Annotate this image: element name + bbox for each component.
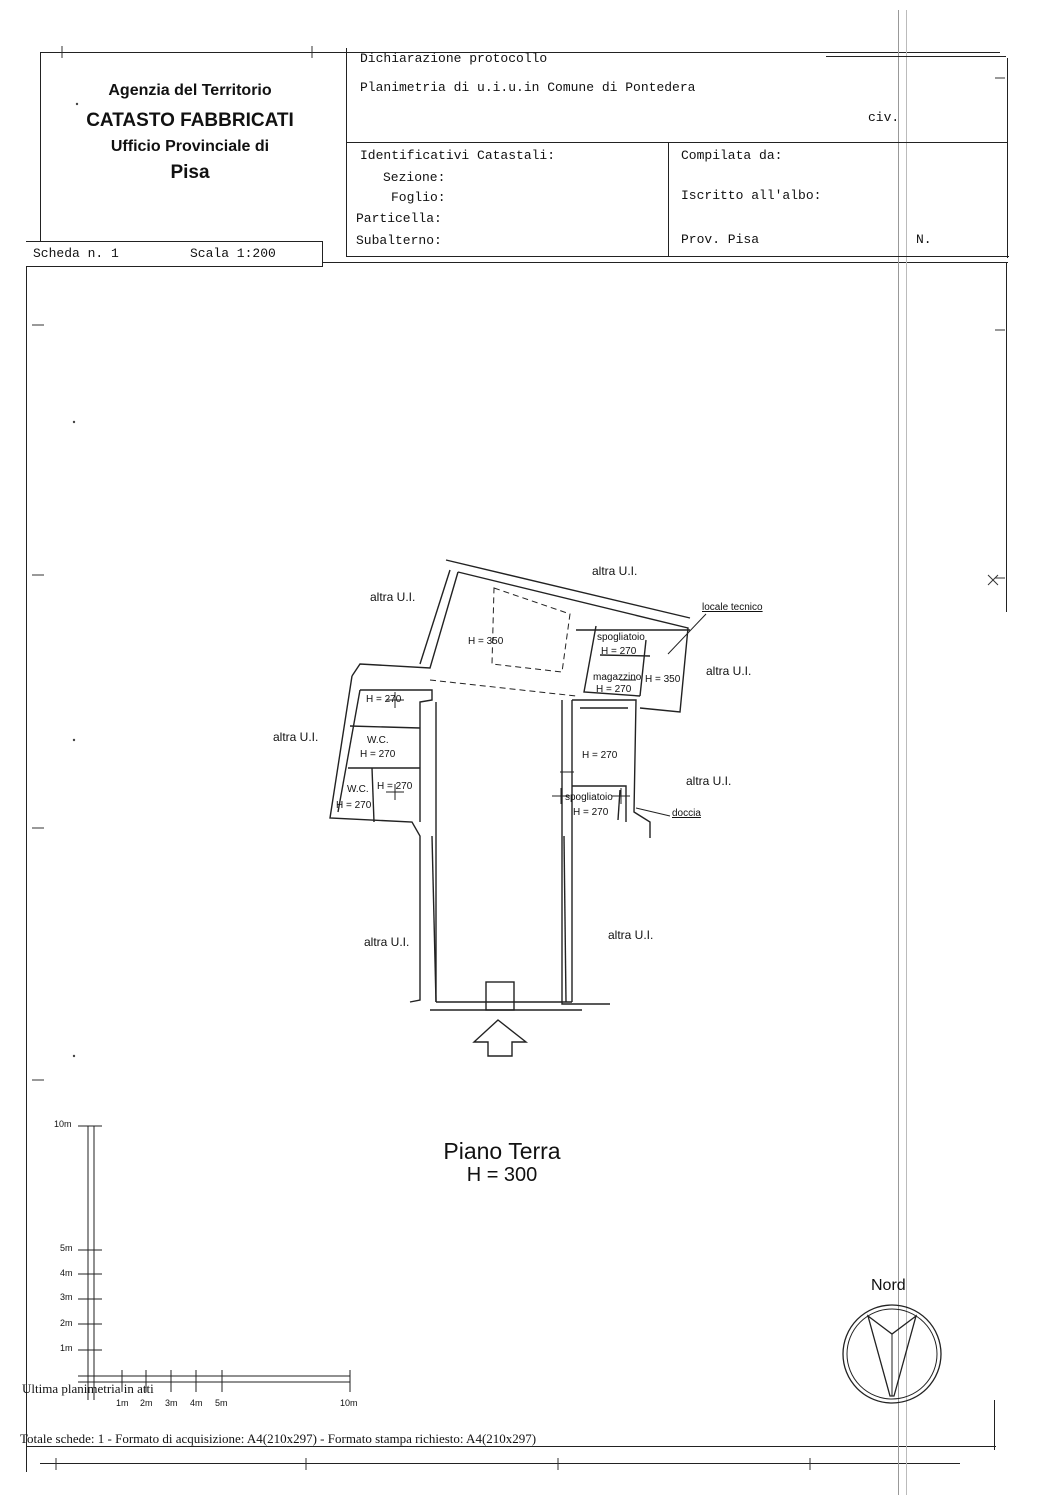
plan-description: Planimetria di u.i.u.in Comune di Pontedera [360,80,696,95]
floor-title: Piano Terra [443,1138,561,1164]
scale-h-tick-2m: 2m [140,1398,153,1408]
room-wc-1-label: W.C. [367,735,389,746]
neighbor-label-top: altra U.I. [592,564,638,578]
agency-office: Ufficio Provinciale di [110,138,270,155]
neighbor-label-left: altra U.I. [273,730,319,744]
totals-note: Totale schede: 1 - Formato di acquisizione: A4(210x297) - Formato stampa richiesto: A4(210x297) [20,1431,537,1446]
scale-v-tick-3m: 3m [60,1292,73,1302]
room-wc-1-height: H = 270 [360,749,396,760]
scale-v-tick-1m: 1m [60,1343,73,1353]
scale-v-tick-2m: 2m [60,1318,73,1328]
room-doccia-label: doccia [672,808,701,819]
scale-h-tick-5m: 5m [215,1398,228,1408]
compiled-by-label: Compilata da: [681,148,783,163]
floor-height: H = 300 [466,1164,538,1186]
room-main-height: H = 350 [468,636,504,647]
room-small-height: H = 270 [377,781,413,792]
registration-number-label: N. [916,232,932,247]
neighbor-label-bottom-right: altra U.I. [608,928,654,942]
sezione-label: Sezione: [383,170,446,185]
sheet-number: Scheda n. 1 [33,246,119,261]
agency-name: Agenzia del Territorio [108,82,272,99]
last-plan-note: Ultima planimetria in atti [22,1381,154,1396]
room-right-height: H = 270 [582,750,618,761]
albo-label: Iscritto all'albo: [681,188,822,203]
identifiers-title: Identificativi Catastali: [360,148,556,163]
room-locale-tecnico-label: locale tecnico [702,602,763,613]
foglio-label: Foglio: [391,190,446,205]
agency-department: CATASTO FABBRICATI [86,110,294,131]
room-spogliatoio-1-height: H = 270 [601,646,637,657]
protocol-label: Dichiarazione protocollo [360,51,548,66]
room-magazzino-height: H = 270 [596,684,632,695]
scale-h-tick-10m: 10m [340,1398,358,1408]
agency-province: Pisa [170,162,210,183]
room-wc-2-label: W.C. [347,784,369,795]
neighbor-label-top-left: altra U.I. [370,590,416,604]
neighbor-label-right-upper: altra U.I. [706,664,752,678]
scale-v-tick-10m: 10m [54,1119,72,1129]
room-spogliatoio-2-height: H = 270 [573,807,609,818]
room-locale-tecnico-height: H = 350 [645,674,681,685]
neighbor-label-bottom-left: altra U.I. [364,935,410,949]
room-left-height: H = 270 [366,694,402,705]
room-magazzino-label: magazzino [593,672,642,683]
neighbor-label-right-mid: altra U.I. [686,774,732,788]
scale-value: Scala 1:200 [190,246,276,261]
room-wc-2-height: H = 270 [336,800,372,811]
province-label: Prov. Pisa [681,232,760,247]
scale-h-tick-3m: 3m [165,1398,178,1408]
civ-label: civ. [868,110,900,125]
room-spogliatoio-1-label: spogliatoio [597,632,645,643]
particella-label: Particella: [356,211,442,226]
subalterno-label: Subalterno: [356,233,442,248]
room-spogliatoio-2-label: spogliatoio [565,792,613,803]
scale-h-tick-1m: 1m [116,1398,129,1408]
scale-h-tick-4m: 4m [190,1398,203,1408]
scale-v-tick-4m: 4m [60,1268,73,1278]
scale-v-tick-5m: 5m [60,1243,73,1253]
north-label: Nord [871,1277,906,1294]
